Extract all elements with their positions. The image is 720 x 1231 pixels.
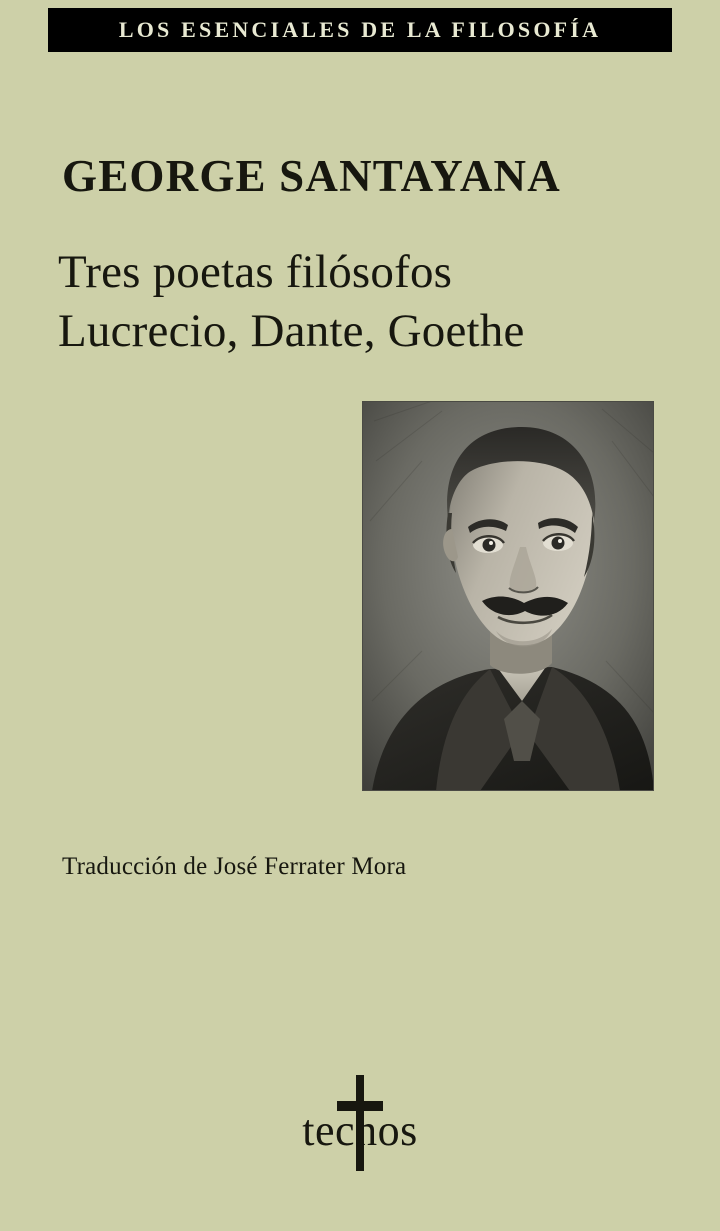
- translator-credit: Traducción de José Ferrater Mora: [62, 853, 407, 880]
- title-line-2: Lucrecio, Dante, Goethe: [58, 304, 525, 357]
- title-line-1: Tres poetas filósofos: [58, 246, 453, 298]
- publisher-logo: [0, 1083, 720, 1173]
- series-label: LOS ESENCIALES DE LA FILOSOFÍA: [118, 17, 602, 42]
- author-portrait: [362, 401, 654, 791]
- series-banner: [48, 8, 672, 52]
- book-title: [58, 243, 678, 361]
- author-name: GEORGE SANTAYANA: [62, 151, 561, 201]
- publisher-name: tecnos: [302, 1106, 418, 1155]
